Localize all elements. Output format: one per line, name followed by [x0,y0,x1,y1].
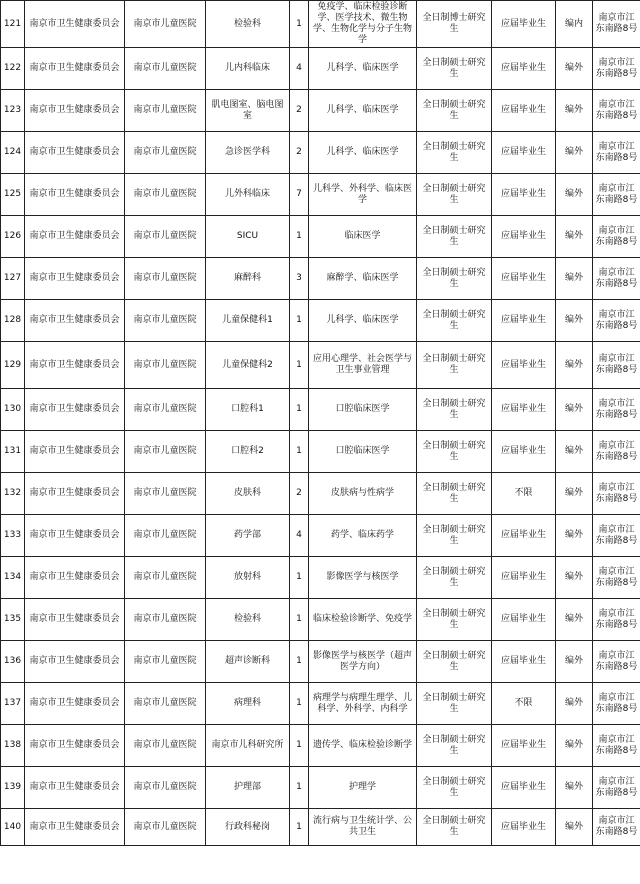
count-cell: 1 [290,300,309,342]
table-row [1,557,640,599]
row-number: 128 [1,300,25,342]
count-cell: 1 [290,1,309,48]
department-cell: 检验科 [206,1,290,48]
count-cell: 2 [290,132,309,174]
table-body [1,1,640,846]
unit-cell: 南京市卫生健康委员会 [25,216,125,258]
candidate-type-cell: 应届毕业生 [492,431,556,473]
candidate-type-cell: 应届毕业生 [492,216,556,258]
major-cell: 儿科学、临床医学 [309,48,417,90]
count-cell: 4 [290,515,309,557]
address-cell: 南京市江东南路8号 [593,641,640,683]
address-cell: 南京市江东南路8号 [593,216,640,258]
education-cell: 全日制硕士研究生 [417,641,492,683]
major-cell: 临床医学 [309,216,417,258]
count-cell: 7 [290,174,309,216]
education-cell: 全日制硕士研究生 [417,216,492,258]
major-cell: 遗传学、临床检验诊断学 [309,725,417,767]
table-row [1,683,640,725]
address-cell: 南京市江东南路8号 [593,389,640,431]
unit-cell: 南京市卫生健康委员会 [25,48,125,90]
department-cell: 儿童保健科2 [206,342,290,389]
address-cell: 南京市江东南路8号 [593,515,640,557]
table-row [1,515,640,557]
major-cell: 影像医学与核医学（超声医学方向） [309,641,417,683]
table-row [1,132,640,174]
address-cell: 南京市江东南路8号 [593,431,640,473]
row-number: 125 [1,174,25,216]
department-cell: 药学部 [206,515,290,557]
table-row [1,174,640,216]
education-cell: 全日制硕士研究生 [417,389,492,431]
count-cell: 1 [290,216,309,258]
staffing-cell: 编外 [556,300,593,342]
education-cell: 全日制硕士研究生 [417,473,492,515]
address-cell: 南京市江东南路8号 [593,473,640,515]
row-number: 124 [1,132,25,174]
table-row [1,1,640,48]
candidate-type-cell: 应届毕业生 [492,174,556,216]
unit-cell: 南京市卫生健康委员会 [25,683,125,725]
row-number: 126 [1,216,25,258]
unit-cell: 南京市卫生健康委员会 [25,809,125,846]
count-cell: 2 [290,90,309,132]
unit-cell: 南京市卫生健康委员会 [25,515,125,557]
department-cell: 皮肤科 [206,473,290,515]
candidate-type-cell: 应届毕业生 [492,599,556,641]
address-cell: 南京市江东南路8号 [593,342,640,389]
count-cell: 3 [290,258,309,300]
candidate-type-cell: 不限 [492,473,556,515]
staffing-cell: 编外 [556,809,593,846]
major-cell: 麻醉学、临床医学 [309,258,417,300]
department-cell: 肌电图室、脑电图室 [206,90,290,132]
staffing-cell: 编外 [556,389,593,431]
row-number: 135 [1,599,25,641]
hospital-cell: 南京市儿童医院 [125,809,206,846]
major-cell: 儿科学、临床医学 [309,90,417,132]
count-cell: 1 [290,599,309,641]
candidate-type-cell: 应届毕业生 [492,557,556,599]
education-cell: 全日制硕士研究生 [417,48,492,90]
address-cell: 南京市江东南路8号 [593,174,640,216]
department-cell: SICU [206,216,290,258]
table-row [1,599,640,641]
unit-cell: 南京市卫生健康委员会 [25,1,125,48]
candidate-type-cell: 不限 [492,683,556,725]
education-cell: 全日制博士研究生 [417,1,492,48]
staffing-cell: 编外 [556,641,593,683]
row-number: 130 [1,389,25,431]
major-cell: 儿科学、临床医学 [309,300,417,342]
staffing-cell: 编外 [556,258,593,300]
hospital-cell: 南京市儿童医院 [125,132,206,174]
unit-cell: 南京市卫生健康委员会 [25,641,125,683]
education-cell: 全日制硕士研究生 [417,557,492,599]
major-cell: 病理学与病理生理学、儿科学、外科学、内科学 [309,683,417,725]
row-number: 132 [1,473,25,515]
count-cell: 2 [290,473,309,515]
major-cell: 影像医学与核医学 [309,557,417,599]
major-cell: 流行病与卫生统计学、公共卫生 [309,809,417,846]
candidate-type-cell: 应届毕业生 [492,389,556,431]
major-cell: 药学、临床药学 [309,515,417,557]
department-cell: 南京市儿科研究所 [206,725,290,767]
hospital-cell: 南京市儿童医院 [125,258,206,300]
row-number: 123 [1,90,25,132]
count-cell: 1 [290,809,309,846]
major-cell: 口腔临床医学 [309,431,417,473]
department-cell: 儿内科临床 [206,48,290,90]
row-number: 140 [1,809,25,846]
unit-cell: 南京市卫生健康委员会 [25,557,125,599]
unit-cell: 南京市卫生健康委员会 [25,473,125,515]
table-row [1,473,640,515]
staffing-cell: 编外 [556,90,593,132]
candidate-type-cell: 应届毕业生 [492,1,556,48]
major-cell: 儿科学、临床医学 [309,132,417,174]
candidate-type-cell: 应届毕业生 [492,258,556,300]
department-cell: 行政科秘岗 [206,809,290,846]
hospital-cell: 南京市儿童医院 [125,174,206,216]
table-row [1,216,640,258]
table-row [1,300,640,342]
unit-cell: 南京市卫生健康委员会 [25,300,125,342]
table-row [1,809,640,846]
candidate-type-cell: 应届毕业生 [492,132,556,174]
hospital-cell: 南京市儿童医院 [125,683,206,725]
hospital-cell: 南京市儿童医院 [125,515,206,557]
staffing-cell: 编外 [556,515,593,557]
education-cell: 全日制硕士研究生 [417,300,492,342]
hospital-cell: 南京市儿童医院 [125,300,206,342]
hospital-cell: 南京市儿童医院 [125,389,206,431]
table-row [1,725,640,767]
staffing-cell: 编外 [556,431,593,473]
unit-cell: 南京市卫生健康委员会 [25,258,125,300]
row-number: 131 [1,431,25,473]
address-cell: 南京市江东南路8号 [593,683,640,725]
unit-cell: 南京市卫生健康委员会 [25,431,125,473]
address-cell: 南京市江东南路8号 [593,300,640,342]
major-cell: 护理学 [309,767,417,809]
address-cell: 南京市江东南路8号 [593,90,640,132]
row-number: 133 [1,515,25,557]
row-number: 136 [1,641,25,683]
candidate-type-cell: 应届毕业生 [492,767,556,809]
hospital-cell: 南京市儿童医院 [125,473,206,515]
hospital-cell: 南京市儿童医院 [125,90,206,132]
education-cell: 全日制硕士研究生 [417,515,492,557]
staffing-cell: 编外 [556,683,593,725]
row-number: 138 [1,725,25,767]
table-row [1,48,640,90]
unit-cell: 南京市卫生健康委员会 [25,725,125,767]
table-row [1,389,640,431]
major-cell: 口腔临床医学 [309,389,417,431]
hospital-cell: 南京市儿童医院 [125,1,206,48]
staffing-cell: 编外 [556,48,593,90]
department-cell: 放射科 [206,557,290,599]
candidate-type-cell: 应届毕业生 [492,809,556,846]
count-cell: 1 [290,725,309,767]
hospital-cell: 南京市儿童医院 [125,641,206,683]
education-cell: 全日制硕士研究生 [417,725,492,767]
hospital-cell: 南京市儿童医院 [125,342,206,389]
row-number: 134 [1,557,25,599]
address-cell: 南京市江东南路8号 [593,767,640,809]
candidate-type-cell: 应届毕业生 [492,300,556,342]
table-row [1,258,640,300]
candidate-type-cell: 应届毕业生 [492,48,556,90]
education-cell: 全日制硕士研究生 [417,599,492,641]
candidate-type-cell: 应届毕业生 [492,725,556,767]
staffing-cell: 编外 [556,342,593,389]
education-cell: 全日制硕士研究生 [417,683,492,725]
education-cell: 全日制硕士研究生 [417,431,492,473]
unit-cell: 南京市卫生健康委员会 [25,174,125,216]
staffing-cell: 编外 [556,174,593,216]
staffing-cell: 编外 [556,725,593,767]
count-cell: 1 [290,431,309,473]
staffing-cell: 编内 [556,1,593,48]
department-cell: 检验科 [206,599,290,641]
table-row [1,641,640,683]
count-cell: 1 [290,767,309,809]
major-cell: 皮肤病与性病学 [309,473,417,515]
count-cell: 1 [290,342,309,389]
hospital-cell: 南京市儿童医院 [125,599,206,641]
major-cell: 临床检验诊断学、免疫学 [309,599,417,641]
row-number: 137 [1,683,25,725]
candidate-type-cell: 应届毕业生 [492,641,556,683]
address-cell: 南京市江东南路8号 [593,809,640,846]
row-number: 129 [1,342,25,389]
table-row [1,767,640,809]
row-number: 122 [1,48,25,90]
department-cell: 儿外科临床 [206,174,290,216]
unit-cell: 南京市卫生健康委员会 [25,342,125,389]
count-cell: 1 [290,683,309,725]
table-row [1,342,640,389]
count-cell: 1 [290,641,309,683]
address-cell: 南京市江东南路8号 [593,1,640,48]
staffing-cell: 编外 [556,216,593,258]
address-cell: 南京市江东南路8号 [593,725,640,767]
hospital-cell: 南京市儿童医院 [125,48,206,90]
row-number: 127 [1,258,25,300]
unit-cell: 南京市卫生健康委员会 [25,132,125,174]
education-cell: 全日制硕士研究生 [417,342,492,389]
candidate-type-cell: 应届毕业生 [492,515,556,557]
department-cell: 儿童保健科1 [206,300,290,342]
count-cell: 4 [290,48,309,90]
major-cell: 免疫学、临床检验诊断学、医学技术、微生物学、生物化学与分子生物学 [309,1,417,48]
hospital-cell: 南京市儿童医院 [125,557,206,599]
count-cell: 1 [290,557,309,599]
department-cell: 麻醉科 [206,258,290,300]
major-cell: 应用心理学、社会医学与卫生事业管理 [309,342,417,389]
hospital-cell: 南京市儿童医院 [125,725,206,767]
table-row [1,90,640,132]
major-cell: 儿科学、外科学、临床医学 [309,174,417,216]
hospital-cell: 南京市儿童医院 [125,767,206,809]
unit-cell: 南京市卫生健康委员会 [25,90,125,132]
table-row [1,431,640,473]
row-number: 121 [1,1,25,48]
department-cell: 病理科 [206,683,290,725]
address-cell: 南京市江东南路8号 [593,557,640,599]
education-cell: 全日制硕士研究生 [417,258,492,300]
education-cell: 全日制硕士研究生 [417,132,492,174]
hospital-cell: 南京市儿童医院 [125,431,206,473]
staffing-cell: 编外 [556,132,593,174]
row-number: 139 [1,767,25,809]
education-cell: 全日制硕士研究生 [417,90,492,132]
staffing-cell: 编外 [556,473,593,515]
education-cell: 全日制硕士研究生 [417,174,492,216]
department-cell: 护理部 [206,767,290,809]
address-cell: 南京市江东南路8号 [593,132,640,174]
candidate-type-cell: 应届毕业生 [492,342,556,389]
unit-cell: 南京市卫生健康委员会 [25,599,125,641]
staffing-cell: 编外 [556,599,593,641]
address-cell: 南京市江东南路8号 [593,599,640,641]
department-cell: 口腔科2 [206,431,290,473]
staffing-cell: 编外 [556,557,593,599]
department-cell: 超声诊断科 [206,641,290,683]
department-cell: 口腔科1 [206,389,290,431]
education-cell: 全日制硕士研究生 [417,809,492,846]
address-cell: 南京市江东南路8号 [593,258,640,300]
unit-cell: 南京市卫生健康委员会 [25,389,125,431]
count-cell: 1 [290,389,309,431]
unit-cell: 南京市卫生健康委员会 [25,767,125,809]
department-cell: 急诊医学科 [206,132,290,174]
education-cell: 全日制硕士研究生 [417,767,492,809]
address-cell: 南京市江东南路8号 [593,48,640,90]
hospital-cell: 南京市儿童医院 [125,216,206,258]
staffing-cell: 编外 [556,767,593,809]
candidate-type-cell: 应届毕业生 [492,90,556,132]
